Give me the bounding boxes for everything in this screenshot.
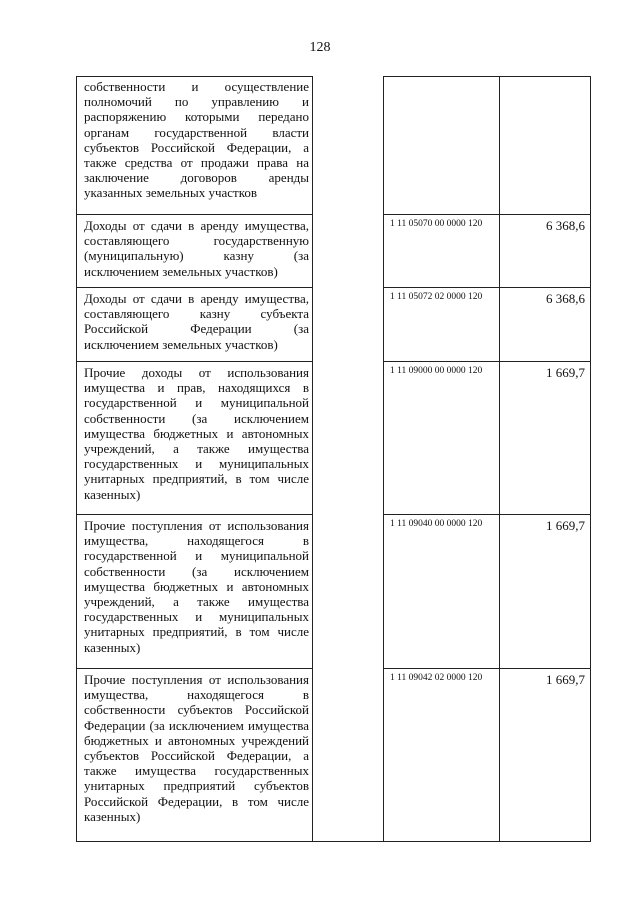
amount-cell: 1 669,7 [500,362,591,515]
classification-code-cell: 1 11 05072 02 0000 120 [384,288,500,362]
classification-code-cell: 1 11 09042 02 0000 120 [384,669,500,842]
table-row [77,77,591,215]
income-name-cell: собственности и осуществление полномочий по управлению и распоряжению которыми передано органам государственной власти субъектов Российской Федерации, а также средства от продажи права на заключение договоров аренды указанных земельных участков [77,77,313,215]
empty-column-cell [313,77,384,842]
page-number: 128 [309,40,331,55]
income-name-cell: Доходы от сдачи в аренду имущества, составляющего казну субъекта Российской Федерации (за исключением земельных участков) [77,288,313,362]
amount-cell: 6 368,6 [500,215,591,288]
income-name-cell: Прочие поступления от использования имущества, находящегося в собственности субъектов Российской Федерации (за исключением имущества бюджетных и автономных учреждений субъектов Российской Федерации, а также имущества государственных унитарных предприятий субъектов Российской Федерации, в том числе казенных) [77,669,313,842]
amount-cell: 1 669,7 [500,515,591,669]
classification-code-cell: 1 11 09000 00 0000 120 [384,362,500,515]
classification-code-cell: 1 11 05070 00 0000 120 [384,215,500,288]
income-name-cell: Прочие доходы от использования имущества и прав, находящихся в государственной и муниципальной собственности (за исключением имущества бюджетных и автономных учреждений, а также имущества государственных и муниципальных унитарных предприятий, в том числе казенных) [77,362,313,515]
classification-code-cell [384,77,500,215]
amount-cell: 6 368,6 [500,288,591,362]
amount-cell [500,77,591,215]
amount-cell: 1 669,7 [500,669,591,842]
classification-code-cell: 1 11 09040 00 0000 120 [384,515,500,669]
income-name-cell: Доходы от сдачи в аренду имущества, составляющего государственную (муниципальную) казну (за исключением земельных участков) [77,215,313,288]
budget-table [76,76,591,842]
income-name-cell: Прочие поступления от использования имущества, находящегося в государственной и муниципальной собственности (за исключением имущества бюджетных и автономных учреждений, а также имущества государственных и муниципальных унитарных предприятий, в том числе казенных) [77,515,313,669]
